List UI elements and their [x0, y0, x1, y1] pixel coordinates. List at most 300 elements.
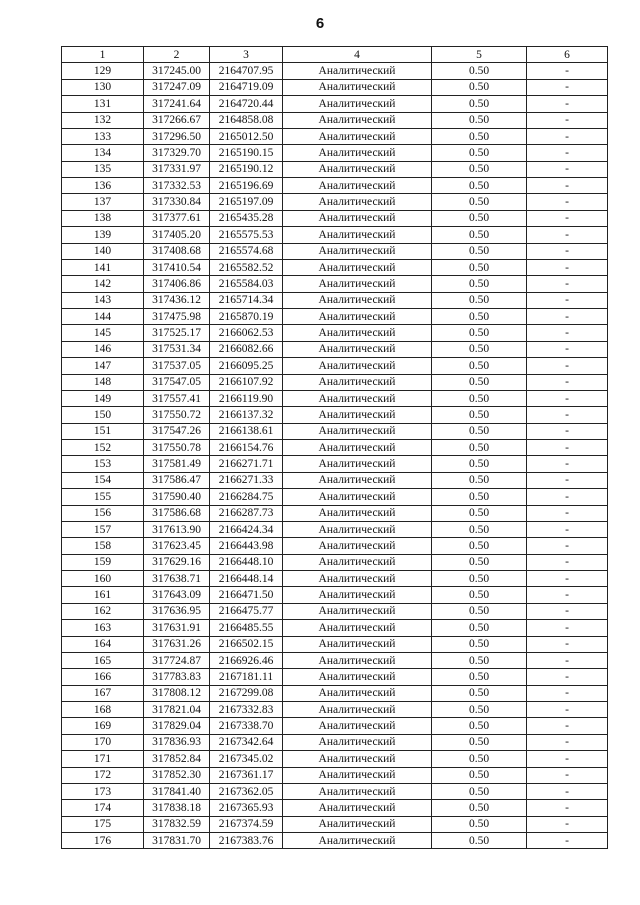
note-cell: -	[527, 489, 608, 505]
accuracy-cell: 0.50	[432, 603, 527, 619]
y-coordinate-cell: 2166154.76	[210, 440, 283, 456]
column-header: 4	[283, 47, 432, 63]
method-cell: Аналитический	[283, 358, 432, 374]
y-coordinate-cell: 2167383.76	[210, 833, 283, 849]
method-cell: Аналитический	[283, 194, 432, 210]
note-cell: -	[527, 259, 608, 275]
point-number-cell: 130	[62, 79, 144, 95]
method-cell: Аналитический	[283, 63, 432, 79]
table-row	[62, 63, 608, 79]
y-coordinate-cell: 2165196.69	[210, 178, 283, 194]
accuracy-cell: 0.50	[432, 751, 527, 767]
method-cell: Аналитический	[283, 440, 432, 456]
note-cell: -	[527, 554, 608, 570]
y-coordinate-cell: 2165574.68	[210, 243, 283, 259]
accuracy-cell: 0.50	[432, 767, 527, 783]
table-row	[62, 669, 608, 685]
point-number-cell: 129	[62, 63, 144, 79]
method-cell: Аналитический	[283, 521, 432, 537]
point-number-cell: 155	[62, 489, 144, 505]
note-cell: -	[527, 505, 608, 521]
table-row	[62, 554, 608, 570]
method-cell: Аналитический	[283, 145, 432, 161]
table-row	[62, 702, 608, 718]
point-number-cell: 153	[62, 456, 144, 472]
method-cell: Аналитический	[283, 407, 432, 423]
table-row	[62, 456, 608, 472]
point-number-cell: 158	[62, 538, 144, 554]
note-cell: -	[527, 227, 608, 243]
point-number-cell: 171	[62, 751, 144, 767]
y-coordinate-cell: 2166287.73	[210, 505, 283, 521]
point-number-cell: 151	[62, 423, 144, 439]
point-number-cell: 132	[62, 112, 144, 128]
column-header: 2	[144, 47, 210, 63]
method-cell: Аналитический	[283, 178, 432, 194]
accuracy-cell: 0.50	[432, 456, 527, 472]
note-cell: -	[527, 325, 608, 341]
method-cell: Аналитический	[283, 259, 432, 275]
accuracy-cell: 0.50	[432, 652, 527, 668]
table-row	[62, 292, 608, 308]
table-row	[62, 161, 608, 177]
point-number-cell: 162	[62, 603, 144, 619]
y-coordinate-cell: 2167361.17	[210, 767, 283, 783]
point-number-cell: 169	[62, 718, 144, 734]
table-row	[62, 440, 608, 456]
table-row	[62, 79, 608, 95]
point-number-cell: 145	[62, 325, 144, 341]
method-cell: Аналитический	[283, 603, 432, 619]
point-number-cell: 131	[62, 96, 144, 112]
y-coordinate-cell: 2166138.61	[210, 423, 283, 439]
point-number-cell: 143	[62, 292, 144, 308]
y-coordinate-cell: 2166119.90	[210, 390, 283, 406]
point-number-cell: 138	[62, 210, 144, 226]
y-coordinate-cell: 2166424.34	[210, 521, 283, 537]
point-number-cell: 139	[62, 227, 144, 243]
x-coordinate-cell: 317836.93	[144, 734, 210, 750]
accuracy-cell: 0.50	[432, 145, 527, 161]
y-coordinate-cell: 2166926.46	[210, 652, 283, 668]
note-cell: -	[527, 538, 608, 554]
x-coordinate-cell: 317631.26	[144, 636, 210, 652]
accuracy-cell: 0.50	[432, 161, 527, 177]
accuracy-cell: 0.50	[432, 96, 527, 112]
note-cell: -	[527, 521, 608, 537]
table-row	[62, 636, 608, 652]
note-cell: -	[527, 341, 608, 357]
x-coordinate-cell: 317296.50	[144, 128, 210, 144]
point-number-cell: 159	[62, 554, 144, 570]
y-coordinate-cell: 2165435.28	[210, 210, 283, 226]
point-number-cell: 175	[62, 816, 144, 832]
point-number-cell: 137	[62, 194, 144, 210]
note-cell: -	[527, 718, 608, 734]
accuracy-cell: 0.50	[432, 390, 527, 406]
point-number-cell: 141	[62, 259, 144, 275]
x-coordinate-cell: 317329.70	[144, 145, 210, 161]
point-number-cell: 144	[62, 309, 144, 325]
accuracy-cell: 0.50	[432, 423, 527, 439]
y-coordinate-cell: 2166062.53	[210, 325, 283, 341]
method-cell: Аналитический	[283, 243, 432, 259]
note-cell: -	[527, 112, 608, 128]
x-coordinate-cell: 317547.05	[144, 374, 210, 390]
method-cell: Аналитический	[283, 620, 432, 636]
y-coordinate-cell: 2167299.08	[210, 685, 283, 701]
method-cell: Аналитический	[283, 636, 432, 652]
table-row	[62, 325, 608, 341]
note-cell: -	[527, 767, 608, 783]
accuracy-cell: 0.50	[432, 259, 527, 275]
point-number-cell: 173	[62, 783, 144, 799]
note-cell: -	[527, 800, 608, 816]
accuracy-cell: 0.50	[432, 178, 527, 194]
table-row	[62, 587, 608, 603]
table-row	[62, 407, 608, 423]
accuracy-cell: 0.50	[432, 440, 527, 456]
x-coordinate-cell: 317377.61	[144, 210, 210, 226]
method-cell: Аналитический	[283, 800, 432, 816]
note-cell: -	[527, 603, 608, 619]
x-coordinate-cell: 317590.40	[144, 489, 210, 505]
y-coordinate-cell: 2167332.83	[210, 702, 283, 718]
accuracy-cell: 0.50	[432, 718, 527, 734]
note-cell: -	[527, 783, 608, 799]
table-row	[62, 521, 608, 537]
method-cell: Аналитический	[283, 751, 432, 767]
accuracy-cell: 0.50	[432, 505, 527, 521]
accuracy-cell: 0.50	[432, 325, 527, 341]
x-coordinate-cell: 317410.54	[144, 259, 210, 275]
table-row	[62, 816, 608, 832]
point-number-cell: 165	[62, 652, 144, 668]
point-number-cell: 148	[62, 374, 144, 390]
table-row	[62, 423, 608, 439]
y-coordinate-cell: 2167362.05	[210, 783, 283, 799]
method-cell: Аналитический	[283, 489, 432, 505]
x-coordinate-cell: 317550.72	[144, 407, 210, 423]
point-number-cell: 134	[62, 145, 144, 161]
method-cell: Аналитический	[283, 423, 432, 439]
note-cell: -	[527, 440, 608, 456]
x-coordinate-cell: 317406.86	[144, 276, 210, 292]
note-cell: -	[527, 669, 608, 685]
note-cell: -	[527, 292, 608, 308]
table-row	[62, 276, 608, 292]
method-cell: Аналитический	[283, 79, 432, 95]
table-row	[62, 227, 608, 243]
note-cell: -	[527, 145, 608, 161]
note-cell: -	[527, 374, 608, 390]
coordinates-table	[61, 46, 608, 849]
table-row	[62, 259, 608, 275]
y-coordinate-cell: 2167181.11	[210, 669, 283, 685]
x-coordinate-cell: 317436.12	[144, 292, 210, 308]
method-cell: Аналитический	[283, 652, 432, 668]
y-coordinate-cell: 2165190.12	[210, 161, 283, 177]
note-cell: -	[527, 243, 608, 259]
y-coordinate-cell: 2166271.33	[210, 472, 283, 488]
note-cell: -	[527, 751, 608, 767]
method-cell: Аналитический	[283, 669, 432, 685]
y-coordinate-cell: 2167338.70	[210, 718, 283, 734]
table-row	[62, 309, 608, 325]
note-cell: -	[527, 571, 608, 587]
table-row	[62, 210, 608, 226]
table-row	[62, 374, 608, 390]
x-coordinate-cell: 317525.17	[144, 325, 210, 341]
note-cell: -	[527, 702, 608, 718]
y-coordinate-cell: 2166448.14	[210, 571, 283, 587]
accuracy-cell: 0.50	[432, 194, 527, 210]
x-coordinate-cell: 317638.71	[144, 571, 210, 587]
x-coordinate-cell: 317332.53	[144, 178, 210, 194]
column-header: 1	[62, 47, 144, 63]
method-cell: Аналитический	[283, 325, 432, 341]
x-coordinate-cell: 317586.68	[144, 505, 210, 521]
table-row	[62, 767, 608, 783]
column-header: 6	[527, 47, 608, 63]
x-coordinate-cell: 317247.09	[144, 79, 210, 95]
table-row	[62, 538, 608, 554]
accuracy-cell: 0.50	[432, 538, 527, 554]
method-cell: Аналитический	[283, 390, 432, 406]
x-coordinate-cell: 317557.41	[144, 390, 210, 406]
table-row	[62, 194, 608, 210]
note-cell: -	[527, 472, 608, 488]
method-cell: Аналитический	[283, 571, 432, 587]
y-coordinate-cell: 2165197.09	[210, 194, 283, 210]
x-coordinate-cell: 317852.30	[144, 767, 210, 783]
accuracy-cell: 0.50	[432, 636, 527, 652]
x-coordinate-cell: 317266.67	[144, 112, 210, 128]
x-coordinate-cell: 317330.84	[144, 194, 210, 210]
table-row	[62, 652, 608, 668]
accuracy-cell: 0.50	[432, 783, 527, 799]
table-row	[62, 128, 608, 144]
x-coordinate-cell: 317783.83	[144, 669, 210, 685]
table-row	[62, 718, 608, 734]
point-number-cell: 133	[62, 128, 144, 144]
table-row	[62, 178, 608, 194]
method-cell: Аналитический	[283, 702, 432, 718]
x-coordinate-cell: 317245.00	[144, 63, 210, 79]
table-row	[62, 505, 608, 521]
y-coordinate-cell: 2167345.02	[210, 751, 283, 767]
point-number-cell: 146	[62, 341, 144, 357]
x-coordinate-cell: 317643.09	[144, 587, 210, 603]
y-coordinate-cell: 2164719.09	[210, 79, 283, 95]
point-number-cell: 136	[62, 178, 144, 194]
x-coordinate-cell: 317636.95	[144, 603, 210, 619]
accuracy-cell: 0.50	[432, 521, 527, 537]
method-cell: Аналитический	[283, 538, 432, 554]
point-number-cell: 170	[62, 734, 144, 750]
y-coordinate-cell: 2166448.10	[210, 554, 283, 570]
method-cell: Аналитический	[283, 767, 432, 783]
x-coordinate-cell: 317331.97	[144, 161, 210, 177]
table-row	[62, 358, 608, 374]
y-coordinate-cell: 2167365.93	[210, 800, 283, 816]
point-number-cell: 164	[62, 636, 144, 652]
method-cell: Аналитический	[283, 96, 432, 112]
point-number-cell: 172	[62, 767, 144, 783]
table-row	[62, 734, 608, 750]
x-coordinate-cell: 317631.91	[144, 620, 210, 636]
method-cell: Аналитический	[283, 292, 432, 308]
page-number: 6	[315, 15, 325, 32]
x-coordinate-cell: 317241.64	[144, 96, 210, 112]
note-cell: -	[527, 734, 608, 750]
note-cell: -	[527, 456, 608, 472]
method-cell: Аналитический	[283, 685, 432, 701]
accuracy-cell: 0.50	[432, 128, 527, 144]
point-number-cell: 174	[62, 800, 144, 816]
point-number-cell: 149	[62, 390, 144, 406]
point-number-cell: 176	[62, 833, 144, 849]
table-row	[62, 145, 608, 161]
x-coordinate-cell: 317832.59	[144, 816, 210, 832]
note-cell: -	[527, 79, 608, 95]
y-coordinate-cell: 2164858.08	[210, 112, 283, 128]
y-coordinate-cell: 2164720.44	[210, 96, 283, 112]
note-cell: -	[527, 210, 608, 226]
x-coordinate-cell: 317475.98	[144, 309, 210, 325]
accuracy-cell: 0.50	[432, 620, 527, 636]
table-row	[62, 341, 608, 357]
table-row	[62, 112, 608, 128]
table-row	[62, 243, 608, 259]
method-cell: Аналитический	[283, 161, 432, 177]
table-row	[62, 751, 608, 767]
table-row	[62, 833, 608, 849]
point-number-cell: 152	[62, 440, 144, 456]
y-coordinate-cell: 2166107.92	[210, 374, 283, 390]
y-coordinate-cell: 2167342.64	[210, 734, 283, 750]
point-number-cell: 147	[62, 358, 144, 374]
x-coordinate-cell: 317613.90	[144, 521, 210, 537]
y-coordinate-cell: 2165190.15	[210, 145, 283, 161]
table-row	[62, 620, 608, 636]
y-coordinate-cell: 2165582.52	[210, 259, 283, 275]
point-number-cell: 140	[62, 243, 144, 259]
y-coordinate-cell: 2166502.15	[210, 636, 283, 652]
note-cell: -	[527, 390, 608, 406]
y-coordinate-cell: 2165575.53	[210, 227, 283, 243]
accuracy-cell: 0.50	[432, 685, 527, 701]
accuracy-cell: 0.50	[432, 702, 527, 718]
x-coordinate-cell: 317629.16	[144, 554, 210, 570]
table-row	[62, 603, 608, 619]
accuracy-cell: 0.50	[432, 309, 527, 325]
x-coordinate-cell: 317841.40	[144, 783, 210, 799]
x-coordinate-cell: 317838.18	[144, 800, 210, 816]
method-cell: Аналитический	[283, 341, 432, 357]
note-cell: -	[527, 276, 608, 292]
note-cell: -	[527, 358, 608, 374]
note-cell: -	[527, 833, 608, 849]
accuracy-cell: 0.50	[432, 63, 527, 79]
accuracy-cell: 0.50	[432, 571, 527, 587]
accuracy-cell: 0.50	[432, 243, 527, 259]
method-cell: Аналитический	[283, 734, 432, 750]
column-header: 3	[210, 47, 283, 63]
column-header: 5	[432, 47, 527, 63]
x-coordinate-cell: 317829.04	[144, 718, 210, 734]
method-cell: Аналитический	[283, 816, 432, 832]
method-cell: Аналитический	[283, 456, 432, 472]
x-coordinate-cell: 317581.49	[144, 456, 210, 472]
accuracy-cell: 0.50	[432, 489, 527, 505]
x-coordinate-cell: 317586.47	[144, 472, 210, 488]
y-coordinate-cell: 2166095.25	[210, 358, 283, 374]
point-number-cell: 157	[62, 521, 144, 537]
method-cell: Аналитический	[283, 210, 432, 226]
point-number-cell: 163	[62, 620, 144, 636]
note-cell: -	[527, 96, 608, 112]
y-coordinate-cell: 2166082.66	[210, 341, 283, 357]
y-coordinate-cell: 2165012.50	[210, 128, 283, 144]
accuracy-cell: 0.50	[432, 227, 527, 243]
point-number-cell: 161	[62, 587, 144, 603]
note-cell: -	[527, 407, 608, 423]
accuracy-cell: 0.50	[432, 472, 527, 488]
table-body	[62, 63, 608, 849]
y-coordinate-cell: 2166443.98	[210, 538, 283, 554]
method-cell: Аналитический	[283, 276, 432, 292]
accuracy-cell: 0.50	[432, 816, 527, 832]
accuracy-cell: 0.50	[432, 292, 527, 308]
method-cell: Аналитический	[283, 227, 432, 243]
note-cell: -	[527, 161, 608, 177]
accuracy-cell: 0.50	[432, 79, 527, 95]
x-coordinate-cell: 317623.45	[144, 538, 210, 554]
method-cell: Аналитический	[283, 472, 432, 488]
y-coordinate-cell: 2166284.75	[210, 489, 283, 505]
y-coordinate-cell: 2165714.34	[210, 292, 283, 308]
accuracy-cell: 0.50	[432, 833, 527, 849]
y-coordinate-cell: 2167374.59	[210, 816, 283, 832]
accuracy-cell: 0.50	[432, 112, 527, 128]
method-cell: Аналитический	[283, 783, 432, 799]
note-cell: -	[527, 636, 608, 652]
point-number-cell: 156	[62, 505, 144, 521]
point-number-cell: 135	[62, 161, 144, 177]
table-row	[62, 800, 608, 816]
y-coordinate-cell: 2166137.32	[210, 407, 283, 423]
accuracy-cell: 0.50	[432, 358, 527, 374]
accuracy-cell: 0.50	[432, 554, 527, 570]
point-number-cell: 160	[62, 571, 144, 587]
accuracy-cell: 0.50	[432, 374, 527, 390]
point-number-cell: 168	[62, 702, 144, 718]
y-coordinate-cell: 2165870.19	[210, 309, 283, 325]
method-cell: Аналитический	[283, 505, 432, 521]
method-cell: Аналитический	[283, 718, 432, 734]
x-coordinate-cell: 317537.05	[144, 358, 210, 374]
method-cell: Аналитический	[283, 128, 432, 144]
note-cell: -	[527, 63, 608, 79]
method-cell: Аналитический	[283, 554, 432, 570]
note-cell: -	[527, 128, 608, 144]
x-coordinate-cell: 317547.26	[144, 423, 210, 439]
table-row	[62, 472, 608, 488]
accuracy-cell: 0.50	[432, 210, 527, 226]
method-cell: Аналитический	[283, 112, 432, 128]
accuracy-cell: 0.50	[432, 276, 527, 292]
